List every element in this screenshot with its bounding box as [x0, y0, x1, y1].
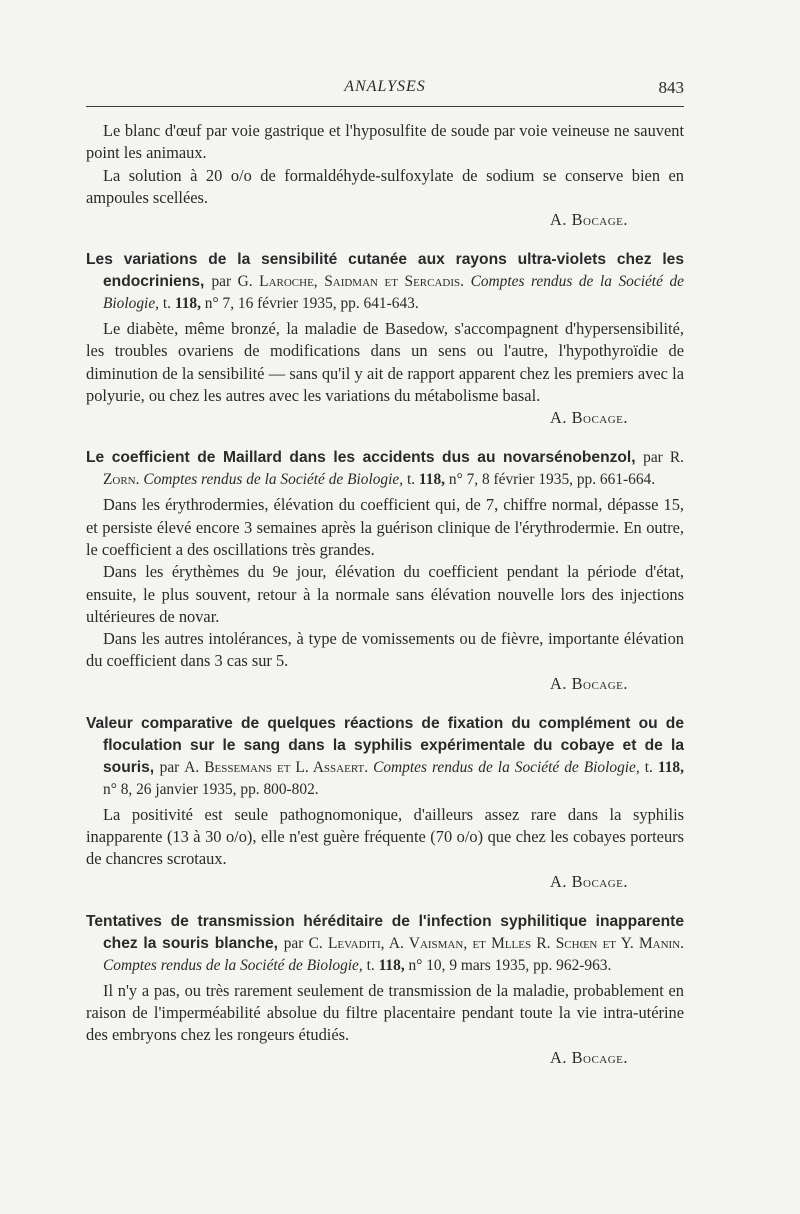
intro-paragraph: La solution à 20 o/o de formaldéhyde-sulfoxylate de sodium se conserve bien en ampoules scellées.: [86, 165, 684, 207]
article-paragraph: Dans les érythèmes du 9e jour, élévation du coefficient pendant la période d'état, ensuite, le plus souvent, retour à la normale sans élévation nouvelle lors des injections ultérieures de novar.: [86, 562, 684, 626]
volume-number: 118,: [418, 471, 446, 489]
signature: A. Bocage.: [550, 871, 628, 891]
article-reference: par R. Zorn. Comptes rendus de la Société de Biologie, t. 118, n° 7, 8 février 1935, pp. 661-664.: [103, 449, 684, 489]
issue-date-pages: n° 8, 26 janvier 1935, pp. 800-802.: [103, 780, 319, 798]
article-paragraph: La positivité est seule pathognomonique, d'ailleurs assez rare dans la syphilis inapparente (13 à 30 o/o), elle n'est guère fréquente (70 o/o) que chez les cobayes porteurs de chancres scrotaux.: [86, 804, 684, 869]
signature: A. Bocage.: [550, 210, 628, 230]
issue-date-pages: n° 10, 9 mars 1935, pp. 962-963.: [408, 956, 612, 974]
journal-name: Comptes rendus de la Société de Biologie,: [143, 471, 404, 489]
issue-date-pages: n° 7, 16 février 1935, pp. 641-643.: [204, 295, 419, 313]
article-title: Tentatives de transmission héréditaire de l'infection syphilitique inapparente chez la souris blanche,: [86, 912, 684, 952]
page-body: [86, 120, 684, 1069]
running-head: [86, 72, 684, 102]
journal-page: [86, 72, 684, 1067]
signature: A. Bocage.: [550, 673, 628, 693]
running-title: ANALYSES: [344, 78, 426, 95]
journal-name: Comptes rendus de la Société de Biologie,: [373, 758, 640, 776]
article-paragraph: Dans les érythrodermies, élévation du coefficient qui, de 7, chiffre normal, dépasse 15, et persiste élevé encore 3 semaines après la guérison clinique de l'érythrodermie. En outre, le coefficient a des oscillations très grandes.: [86, 495, 684, 559]
abstract-article: [86, 911, 684, 1069]
abstract-article: [86, 447, 684, 694]
intro-paragraph: Le blanc d'œuf par voie gastrique et l'hyposulfite de soude par voie veineuse ne sauvent point les animaux.: [86, 121, 684, 163]
article-body: [86, 318, 684, 429]
signature: A. Bocage.: [550, 1047, 628, 1067]
journal-name: Comptes rendus de la Société de Biologie,: [103, 273, 684, 313]
article-paragraph: Dans les autres intolérances, à type de vomissements ou de fièvre, importante élévation du coefficient dans 3 cas sur 5.: [86, 629, 684, 671]
volume-number: 118,: [378, 956, 405, 974]
article-heading: [86, 911, 684, 977]
article-title: Le coefficient de Maillard dans les accidents dus au novarsénobenzol,: [86, 449, 636, 467]
article-heading: [86, 249, 684, 315]
volume-number: 118,: [174, 295, 201, 313]
article-reference: par G. Laroche, Saidman et Sercadis. Comptes rendus de la Société de Biologie, t. 118, n° 7, 16 février 1935, pp. 641-643.: [103, 273, 684, 313]
article-paragraph: Le diabète, même bronzé, la maladie de Basedow, s'accompagnent d'hypersensibilité, les troubles ovariens de modifications dans un sens ou l'autre, l'hypothyroïdie de diminution de la sensibilité — sans qu'il y ait de rapport apparent chez les premiers avec la polyurie, ou chez les autres avec les variations du métabolisme basal.: [86, 319, 684, 406]
article-authors: C. Levaditi, A. Vaisman, et Mlles R. Schœn et Y. Manin.: [308, 934, 684, 952]
article-authors: R. Zorn.: [103, 449, 684, 489]
article-body: [86, 804, 684, 893]
article-authors: A. Bessemans et L. Assaert.: [184, 758, 369, 776]
volume-number: 118,: [657, 758, 684, 776]
article-reference: par A. Bessemans et L. Assaert. Comptes rendus de la Société de Biologie, t. 118, n° 8, 26 janvier 1935, pp. 800-802.: [103, 758, 684, 798]
article-heading: [86, 447, 684, 491]
article-reference: par C. Levaditi, A. Vaisman, et Mlles R. Schœn et Y. Manin. Comptes rendus de la Société de Biologie, t. 118, n° 10, 9 mars 1935, pp. 962-963.: [103, 934, 684, 974]
article-title: Valeur comparative de quelques réactions de fixation du complément ou de floculation sur le sang dans la syphilis expérimentale du cobaye et de la souris,: [86, 714, 684, 776]
journal-name: Comptes rendus de la Société de Biologie,: [103, 956, 363, 974]
article-title: Les variations de la sensibilité cutanée aux rayons ultra-violets chez les endocriniens,: [86, 251, 684, 291]
issue-date-pages: n° 7, 8 février 1935, pp. 661-664.: [448, 471, 656, 489]
abstract-article: [86, 713, 684, 893]
article-body: [86, 494, 684, 694]
intro-section: [86, 120, 684, 231]
page-number: 843: [658, 78, 684, 97]
header-rule: [86, 106, 684, 107]
signature: A. Bocage.: [550, 408, 628, 428]
article-authors: G. Laroche, Saidman et Sercadis.: [237, 273, 464, 291]
abstract-article: [86, 249, 684, 429]
article-heading: [86, 713, 684, 801]
article-paragraph: Il n'y a pas, ou très rarement seulement de transmission de la maladie, probablement en raison de l'imperméabilité absolue du filtre placentaire pendant toute la vie intra-utérine des embryons chez les rongeurs étudiés.: [86, 980, 684, 1045]
article-body: [86, 980, 684, 1069]
